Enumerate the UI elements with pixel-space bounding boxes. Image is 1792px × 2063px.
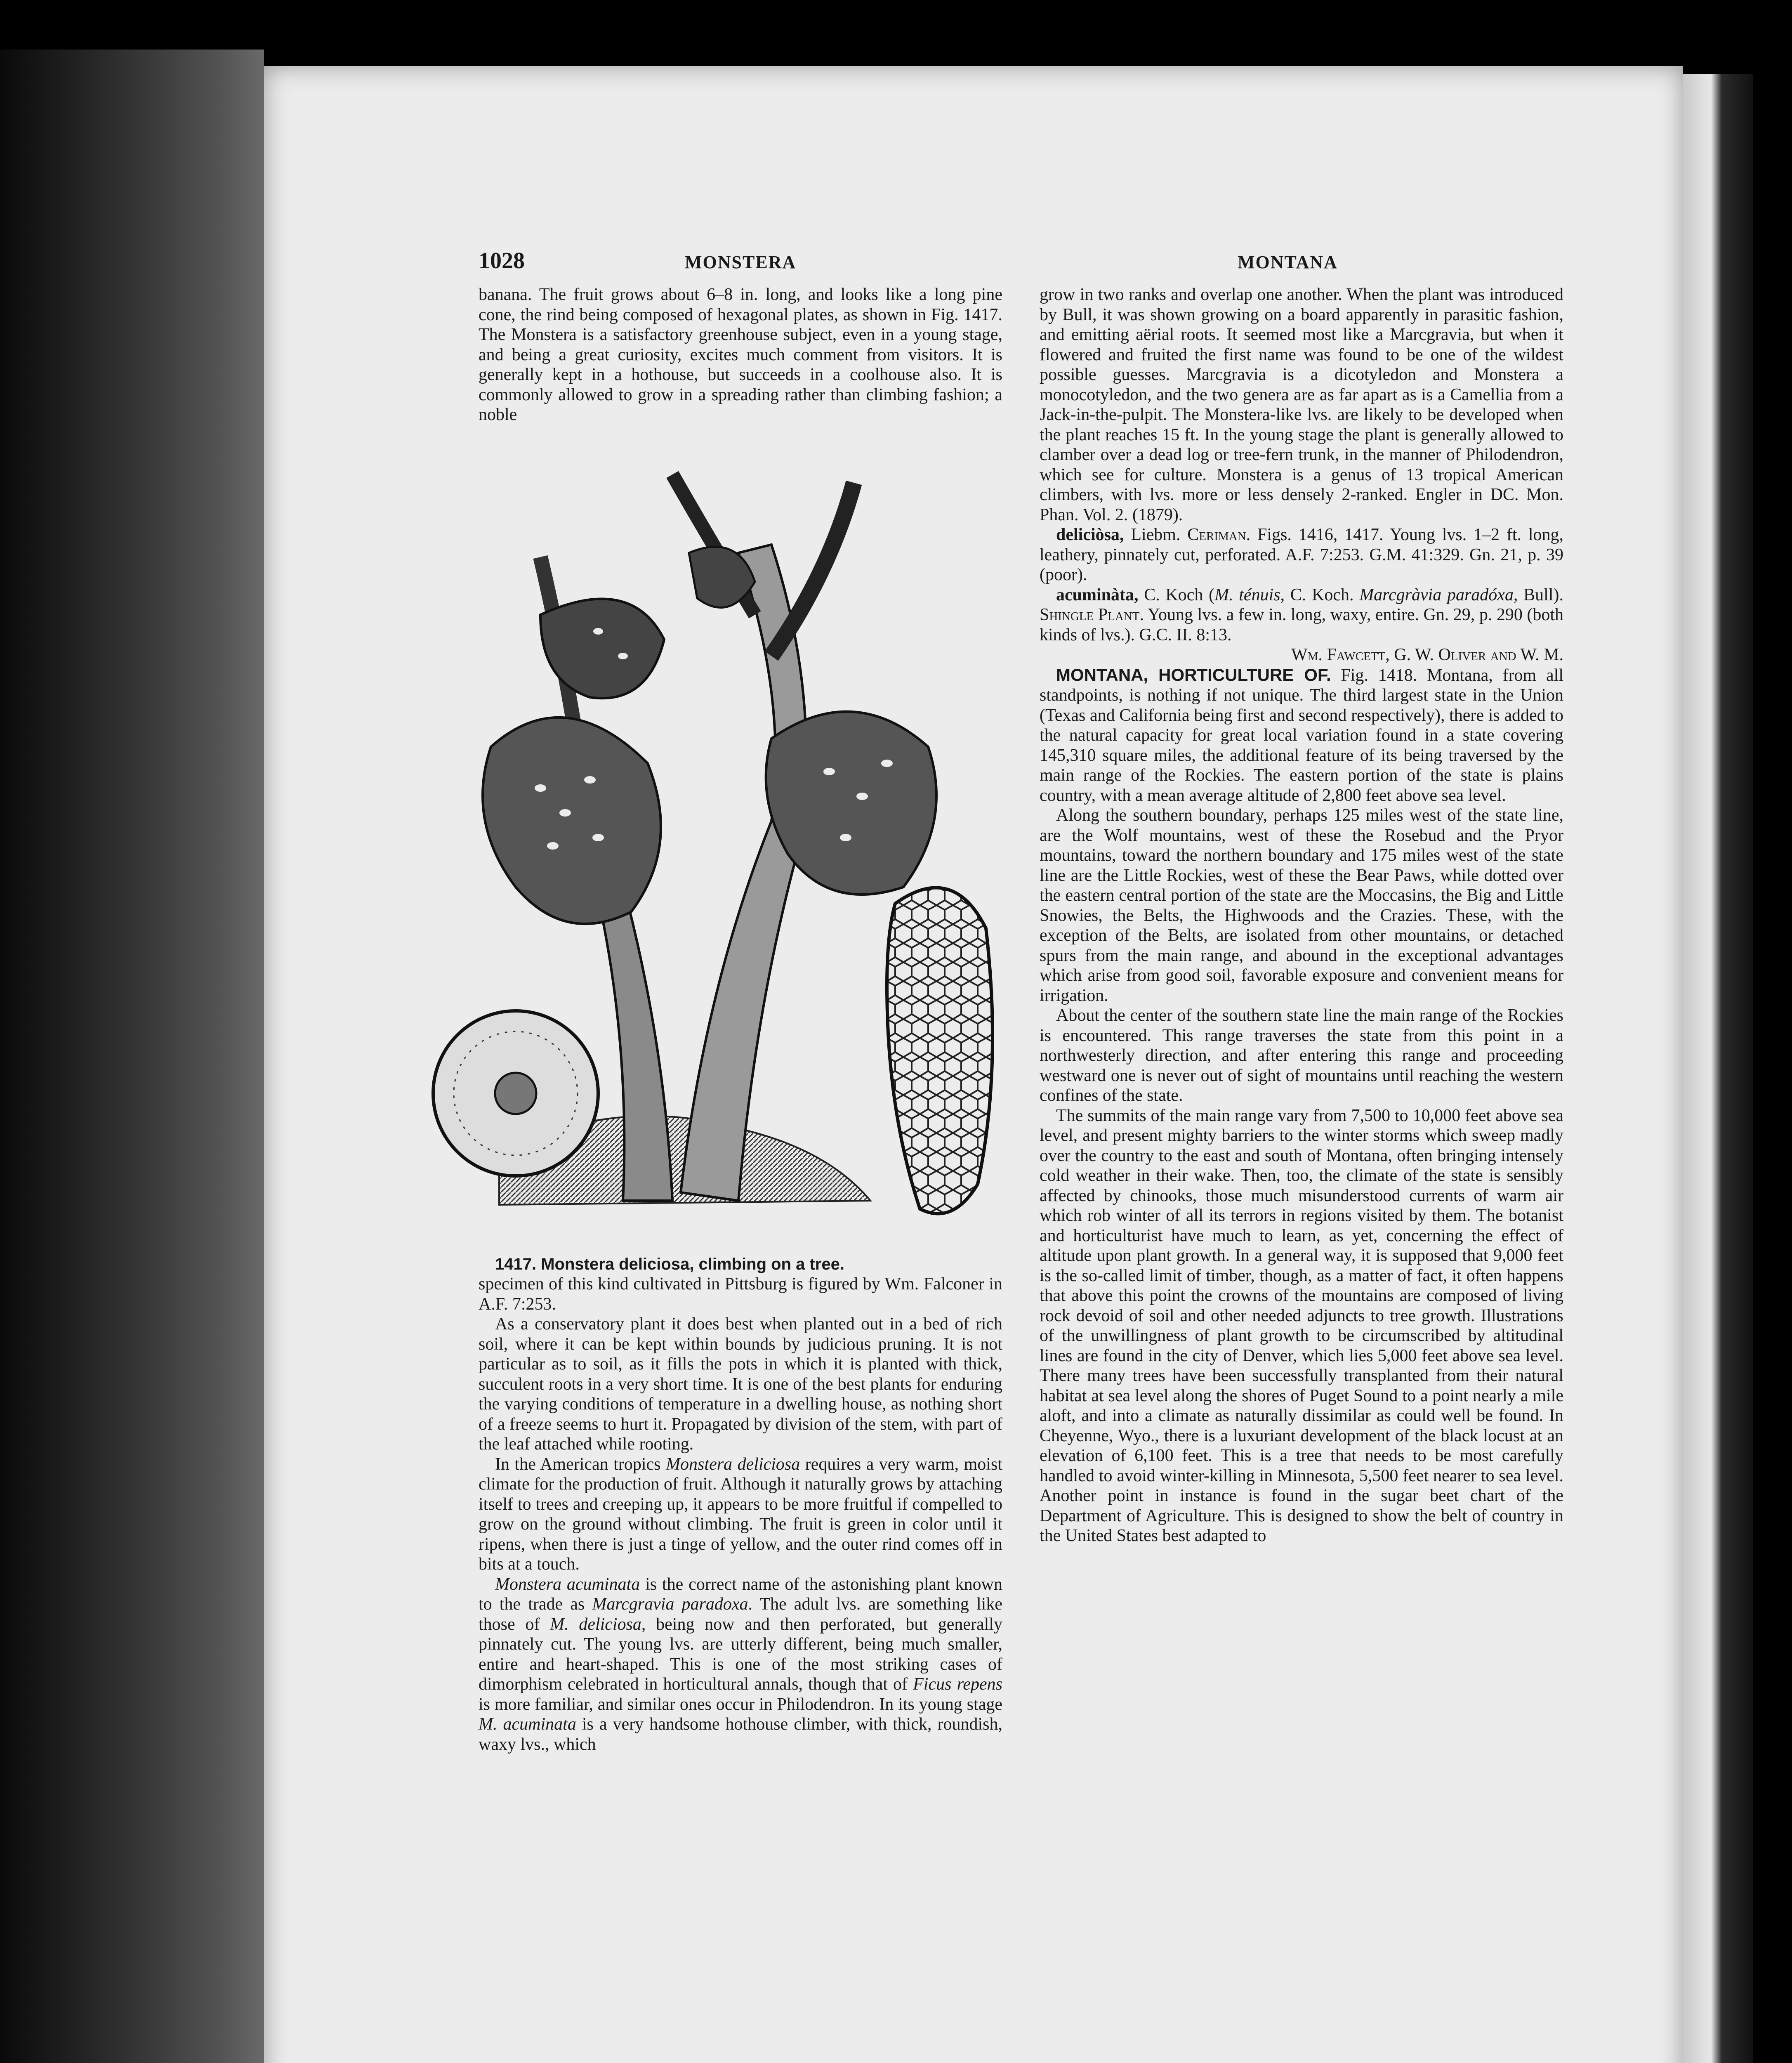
figure-monstera-illustration [417,450,1052,1246]
paragraph [1040,1106,1563,1546]
paragraph-text: grow in two ranks and overlap one another. When the plant was introduced by Bull, it was shown growing on a board apparently in parasitic fashion, and emitting aërial roots. It seemed most like a Marcgravia, but when it flowered and fruited the first name was found to be one of the wildest possible guesses. Marcgravia is a dicotyledon and Monstera a monocotyledon, and the two genera are as far apart as is a Camellia from a Jack-in-the-pulpit. The Monstera-like lvs. are likely to be developed when the plant reaches 15 ft. In the young stage the plant is generally allowed to clamber over a dead log or tree-fern trunk, in the manner of Philodendron, which see for culture. Monstera is a genus of 13 tropical American climbers, with lvs. more or less densely 2-ranked. Engler in DC. Mon. Phan. Vol. 2. (1879). [1040,285,1563,524]
next-page-edge [1683,74,1753,2063]
section-title: MONTANA, HORTICULTURE OF. [1056,665,1331,685]
article-authors: Wm. Fawcett, G. W. Oliver and W. M. [1291,645,1563,664]
paragraph-text: As a conservatory plant it does best when planted out in a bed of rich soil, where it can be kept within bounds by judicious pruning. It is not particular as to soil, as it fills the pots in which it is planted with thick, succulent roots in a very short time. It is one of the best plants for enduring the varying conditions of temperature in a dwelling house, as nothing short of a freeze seems to hurt it. Propagated by division of the stem, with part of the leaf attached while rooting. [479,1315,1002,1454]
species-name: deliciòsa, [1056,525,1124,544]
species-description: Figs. 1416, 1417. Young lvs. 1–2 ft. long, leathery, pinnately cut, perforated. A.F. 7:253. G.M. 41:329. Gn. 21, p. 39 (poor). [1040,525,1564,584]
species-author: Liebm. [1124,525,1188,544]
right-column [1040,285,1563,1546]
species-description: Young lvs. a few in. long, waxy, entire. Gn. 29, p. 290 (both kinds of lvs.). G.C. II. 8:13. [1040,605,1564,644]
paragraph-text: is the correct name of the astonishing plant known to the trade as [479,1574,1002,1614]
running-title-left: MONSTERA [685,252,797,272]
running-header [479,248,1502,281]
species-author: , C. Koch. [1280,585,1360,604]
species-author: , Bull). [1513,585,1563,604]
page-number: 1028 [479,248,525,274]
running-title-right: MONTANA [1238,252,1338,272]
taxon-name: Monstera deliciosa [666,1454,800,1474]
left-column [479,285,1002,1754]
paragraph-text: Fig. 1418. Montana, from all standpoints, is nothing if not unique. The third largest state in the Union (Texas and California being first and second respectively), there is added to the natural capacity for great local variation found in a state covering 145,310 square miles, the additional feature of its being traversed by the main range of the Rockies. The eastern portion of the state is plains country, with a mean average altitude of 2,800 feet above sea level. [1040,666,1563,805]
book-edge [0,50,264,2063]
paragraph-text: , being now and then perforated, but generally pinnately cut. The young lvs. are utterly different, being much smaller, entire and heart-shaped. This is one of the most striking cases of dimorphism celebrated in horticultural annals, though that of [479,1615,1002,1694]
taxon-name: Ficus repens [913,1675,1002,1694]
paragraph-text: is a very handsome hothouse climber, with thick, roundish, waxy lvs., which [479,1715,1003,1754]
synonym: M. ténuis [1214,585,1280,604]
paragraph-text: In the American tropics [495,1454,666,1474]
synonym: Marcgràvia paradóxa [1359,585,1514,604]
monstera-engraving [417,450,1052,1246]
taxon-name: M. acuminata [479,1715,576,1734]
paragraph-text: Along the southern boundary, perhaps 125 miles west of the state line, are the Wolf mountains, west of these the Rosebud and the Pryor mountains, toward the northern boundary and 175 miles west of the state line are the Little Rockies, west of these the Bear Paws, while dotted over the eastern central portion of the state are the Moccasins, the Big and Little Snowies, the Belts, the Highwoods and the Crazies. These, with the exception of the Belts, are isolated from other mountains, or detached spurs from the main range, and abound in the exceptional advantages which arise from good soil, favorable exposure and convenient means for irrigation. [1040,806,1563,1005]
paragraph [1040,665,1563,806]
common-name: Ceriman. [1187,525,1251,544]
paragraph-text: . The adult lvs. are something like those of [479,1595,1002,1634]
paragraph-text: requires a very warm, moist climate for the production of fruit. Although it naturally grows by attaching itself to trees and creeping up, it appears to be more fruitful if compelled to grow on the ground without climbing. The fruit is green in color until it ripens, when there is just a tinge of yellow, and the outer rind comes off in bits at a touch. [479,1454,1002,1574]
taxon-name: M. deliciosa [550,1615,641,1634]
species-author: C. Koch ( [1138,585,1215,604]
paragraph-text: is more familiar, and similar ones occur in Philodendron. In its young stage [479,1695,1002,1714]
paragraph [479,1454,1002,1574]
taxon-name: Monstera acuminata [495,1574,640,1594]
species-name: acuminàta, [1056,585,1139,604]
paragraph-text: About the center of the southern state line the main range of the Rockies is encountered. This range traverses the state from this point in a northwesterly direction, and after entering this range and proceeding westward one is never out of sight of mountains until reaching the western confines of the state. [1040,1006,1563,1105]
paragraph-text: The summits of the main range vary from 7,500 to 10,000 feet above sea level, and present mighty barriers to the winter storms which sweep madly over the country to the east and south of Montana, often bringing intensely cold weather in their wake. Then, too, the climate of the state is sensibly affected by chinooks, those much misunderstood currents of warm air which rob winter of all its terrors in regions visited by them. The botanist and horticulturist have much to learn, as yet, concerning the effect of altitude upon plant growth. In a general way, it is supposed that 9,000 feet is the so-called limit of timber, though, as a matter of fact, it often happens that above this point the crowns of the mountains are composed of living rock devoid of soil and other needed adjuncts to tree growth. Illustrations of the unwillingness of plant growth to be circumscribed by altitudinal lines are found in the city of Denver, which lies 5,000 feet above sea level. There many trees have been successfully transplanted from their natural habitat at sea level along the shores of Puget Sound to a point nearly a mile aloft, and into a climate as naturally dissimilar as could well be found. In Cheyenne, Wyo., there is a luxuriant development of the black locust at an elevation of 6,100 feet. This is a tree that needs to be most carefully handled to avoid winter-killing in Minnesota, 5,500 feet nearer to sea level. Another point in instance is found in the sugar beet chart of the Department of Agriculture. This is designed to show the belt of country in the United States best adapted to [1040,1106,1563,1545]
paragraph [479,1314,1002,1454]
paragraph [479,1274,1002,1314]
paragraph [479,1574,1002,1755]
page [264,66,1683,2063]
paragraph-text: specimen of this kind cultivated in Pittsburg is figured by Wm. Falconer in A.F. 7:253. [479,1275,1002,1314]
common-name: Shingle Plant. [1040,605,1144,624]
figure-caption: 1417. Monstera deliciosa, climbing on a tree. [495,1255,844,1273]
taxon-name: Marcgravia paradoxa [592,1595,748,1614]
paragraph [1040,1006,1563,1106]
paragraph [1040,285,1563,525]
species-entry-acuminata [1040,585,1563,645]
paragraph [1040,805,1563,1006]
paragraph-text: banana. The fruit grows about 6–8 in. long, and looks like a long pine cone, the rind being composed of hexagonal plates, as shown in Fig. 1417. The Monstera is a satisfactory greenhouse subject, even in a young stage, and being a great curiosity, excites much comment from visitors. It is generally kept in a hothouse, but succeeds in a coolhouse also. It is commonly allowed to grow in a spreading rather than climbing fashion; a noble [479,285,1002,424]
species-entry-deliciosa [1040,525,1563,585]
paragraph [479,285,1002,425]
